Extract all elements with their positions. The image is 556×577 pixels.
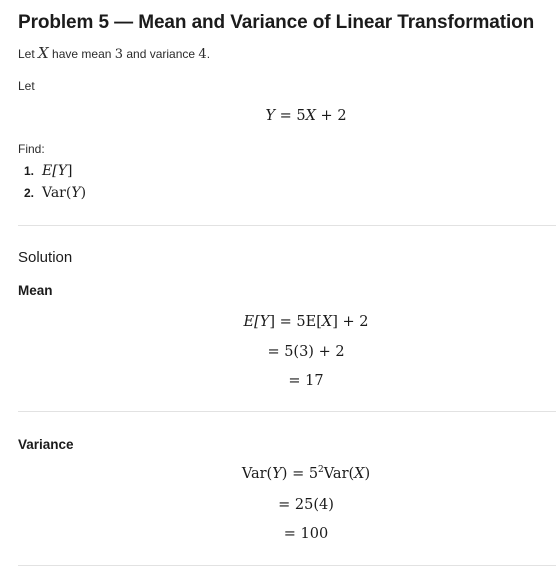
variance-value: 4 (198, 47, 207, 62)
page-title: Problem 5 — Mean and Variance of Linear Transformation (18, 12, 535, 33)
variance-step-3: = 100 (283, 526, 329, 542)
intro-variable: X (38, 44, 49, 62)
find-item-2: 2. Var(Y) (24, 185, 87, 201)
mean-value: 3 (114, 47, 124, 62)
divider (18, 565, 556, 566)
mean-step-2: = 5(3) + 2 (267, 344, 345, 360)
find-item-1: 1. E[Y] (24, 163, 73, 179)
definition-equation: Y = 5X + 2 (265, 108, 347, 124)
let-label: Let (18, 79, 35, 93)
divider (18, 411, 556, 412)
variance-step-1: $Var(Y) = 5^2Var(X)$ (241, 465, 371, 482)
find-label: Find: (18, 142, 45, 156)
variance-heading: Variance (18, 437, 74, 452)
variance-step-2: = 25(4) (278, 497, 334, 513)
mean-step-3: = 17 (288, 373, 324, 389)
divider (18, 225, 556, 226)
mean-step-1: E[Y] = 5E[X] + 2 (243, 314, 369, 330)
solution-heading: Solution (18, 249, 73, 266)
intro-text: Let X have mean 3 and variance 4. (18, 44, 211, 62)
mean-heading: Mean (18, 283, 53, 298)
